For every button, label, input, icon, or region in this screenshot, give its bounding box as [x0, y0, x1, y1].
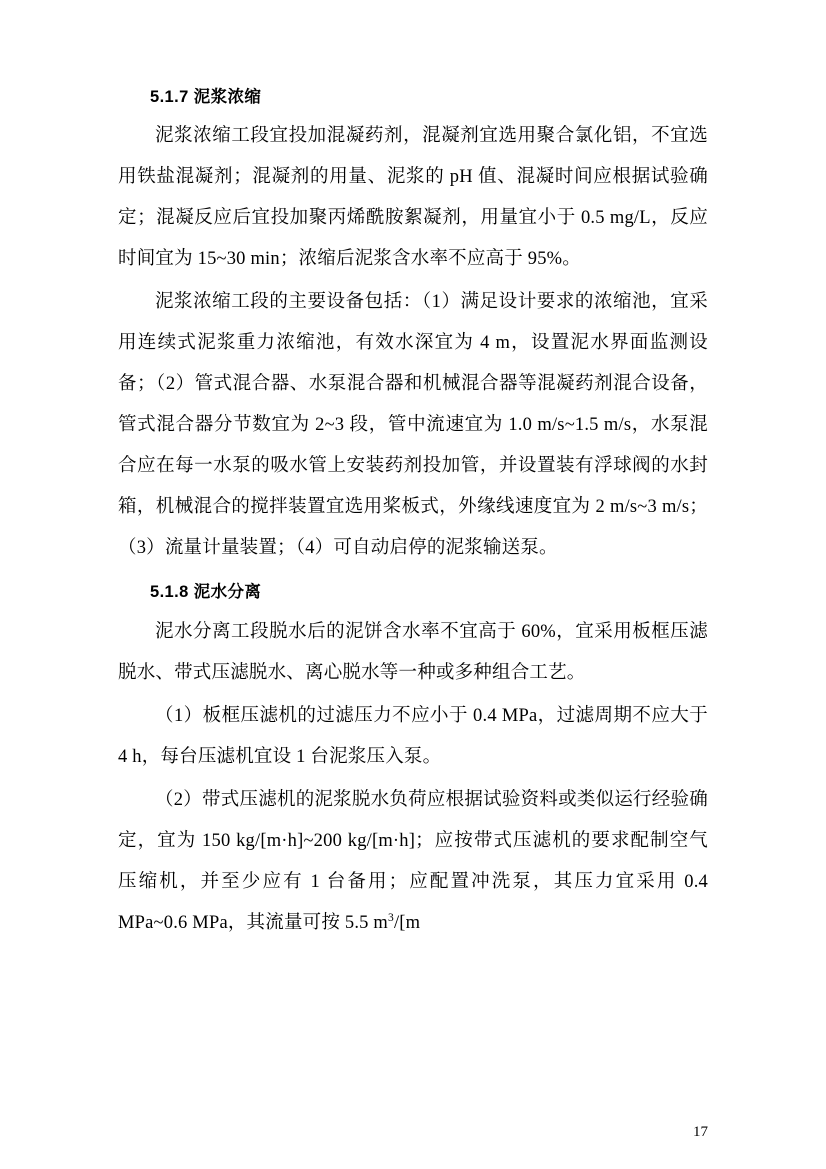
page-number: 17: [693, 1124, 708, 1140]
paragraph-text-after-sup: /[m: [393, 912, 421, 933]
paragraph-text-before-sup: （2）带式压滤机的泥浆脱水负荷应根据试验资料或类似运行经验确定，宜为 150 kg/[m·h]~200 kg/[m·h]；应按带式压滤机的要求配制空气压缩机，并至少应有 1 台备用；应配置冲洗泵，其压力宜采用 0.4 MPa~0.6 MPa，其流量可按 5.5 m: [118, 789, 708, 933]
superscript-cubic: 3: [388, 911, 394, 924]
paragraph-5-1-7-1: 泥浆浓缩工段宜投加混凝药剂，混凝剂宜选用聚合氯化铝，不宜选用铁盐混凝剂；混凝剂的用量、泥浆的 pH 值、混凝时间应根据试验确定；混凝反应后宜投加聚丙烯酰胺絮凝剂，用量宜小于 0.5 mg/L，反应时间宜为 15~30 min；浓缩后泥浆含水率不应高于 95%。: [118, 126, 708, 270]
section-heading-5-1-7: 5.1.7 泥浆浓缩: [150, 88, 262, 106]
paragraph-5-1-8-3: [118, 780, 708, 944]
page-content: [118, 84, 708, 944]
paragraph-5-1-8-1: 泥水分离工段脱水后的泥饼含水率不宜高于 60%，宜采用板框压滤脱水、带式压滤脱水、离心脱水等一种或多种组合工艺。: [118, 621, 708, 683]
section-heading-5-1-8: 5.1.8 泥水分离: [150, 583, 262, 602]
paragraph-5-1-7-2: 泥浆浓缩工段的主要设备包括：（1）满足设计要求的浓缩池，宜采用连续式泥浆重力浓缩池，有效水深宜为 4 m，设置泥水界面监测设备；（2）管式混合器、水泵混合器和机械混合器等混凝药剂混合设备，管式混合器分节数宜为 2~3 段，管中流速宜为 1.0 m/s~1.5 m/s，水泵混合应在每一水泵的吸水管上安装药剂投加管，并设置装有浮球阀的水封箱，机械混合的搅拌装置宜选用桨板式，外缘线速度宜为 2 m/s~3 m/s；（3）流量计量装置；（4）可自动启停的泥浆输送泵。: [118, 292, 708, 559]
paragraph-5-1-8-2: （1）板框压滤机的过滤压力不应小于 0.4 MPa，过滤周期不应大于 4 h，每台压滤机宜设 1 台泥浆压入泵。: [118, 705, 708, 767]
